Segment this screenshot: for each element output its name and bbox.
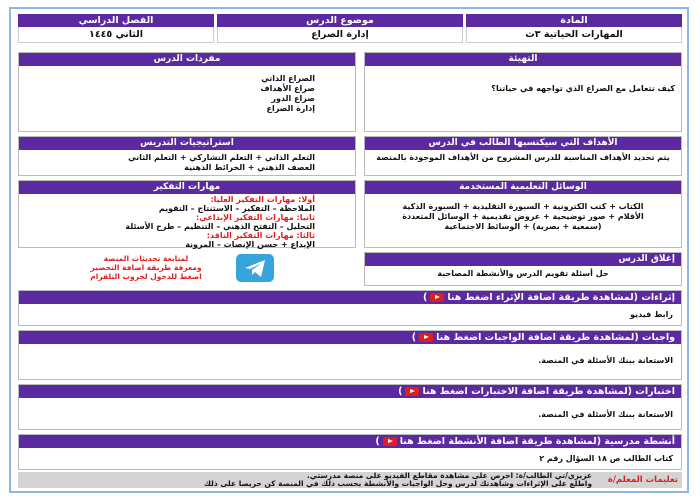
youtube-icon[interactable] xyxy=(419,333,433,342)
vocab-title: مفردات الدرس xyxy=(19,53,355,66)
thinking-heading: ثالثا: مهارات التفكير الناقد: xyxy=(206,231,315,240)
enrichment-text: رابط فيديو xyxy=(630,310,673,319)
aids-box xyxy=(364,180,682,248)
aids-line: الأقلام + صور توضيحية + عروض تقديمية + الوسائل المتعددة xyxy=(402,212,644,221)
aids-title: الوسائل التعليمية المستخدمة xyxy=(365,181,681,194)
strategies-title: استراتيجيات التدريس xyxy=(19,137,355,150)
thinking-line: التحليل – التفتح الذهني – التنظيم – طرح الأسئلة xyxy=(125,222,315,231)
instructions-line: عزيزي/تي الطالب/ة: احرص على مشاهدة مقاطع الفيديو على منصة مدرستي. xyxy=(306,471,592,480)
aids-text xyxy=(365,194,681,235)
thinking-box xyxy=(18,180,356,248)
closing-text: حل أسئلة تقويم الدرس والأنشطة المصاحبة xyxy=(437,269,609,278)
objectives-title: الأهداف التي سيكتسبها الطالب في الدرس xyxy=(365,137,681,150)
term-cell xyxy=(18,14,214,44)
telegram-promo[interactable] xyxy=(18,252,356,286)
tests-section xyxy=(18,384,682,430)
subject-cell xyxy=(466,14,682,44)
closing-box xyxy=(364,252,682,286)
thinking-line: الملاحظة – التفكير – الاستنتاج – التقويم xyxy=(158,204,315,213)
intro-box xyxy=(364,52,682,132)
topic-label: موضوع الدرس xyxy=(217,14,463,27)
telegram-line: لمتابعة تحديثات المنصة xyxy=(103,254,189,263)
term-label: الفصل الدراسي xyxy=(18,14,214,27)
instructions-text xyxy=(204,472,592,488)
objectives-box xyxy=(364,136,682,176)
aids-line: (سمعية + بصرية) + الوسائط الاجتماعية xyxy=(444,222,602,231)
youtube-icon[interactable] xyxy=(383,437,397,446)
topic-cell xyxy=(217,14,463,44)
activities-title: أنشطة مدرسية xyxy=(604,436,675,447)
tests-title: اختبارات xyxy=(635,386,675,397)
vocab-box xyxy=(18,52,356,132)
thinking-title: مهارات التفكير xyxy=(19,181,355,194)
activities-header xyxy=(19,435,681,448)
subject-value: المهارات الحياتية ٣ث xyxy=(466,27,682,43)
subject-label: المادة xyxy=(466,14,682,27)
strategies-line: التعلم الذاتي + التعلم التشاركي + التعلم الثاني xyxy=(128,153,315,162)
enrichment-link[interactable]: (لمشاهدة طريقة اضافة الإثراء اضغط هنا) xyxy=(423,292,639,303)
homework-title: واجبات xyxy=(642,332,675,343)
intro-title: التهيئة xyxy=(365,53,681,66)
tests-text: الاستعانة ببنك الأسئلة في المنصة. xyxy=(538,410,673,419)
topic-value: إدارة الصراع xyxy=(217,27,463,43)
youtube-icon[interactable] xyxy=(405,387,419,396)
objectives-text: يتم تحديد الأهداف المناسبة للدرس المشروح من الأهداف الموجودة بالمنصة xyxy=(376,153,670,162)
enrichment-title: إثراءات xyxy=(641,292,675,303)
enrichment-header xyxy=(19,291,681,304)
term-value: الثاني ١٤٤٥ xyxy=(18,27,214,43)
homework-header xyxy=(19,331,681,344)
telegram-line: اضغط للدخول لجروب التلقرام xyxy=(90,272,202,281)
closing-title: إغلاق الدرس xyxy=(365,253,681,266)
lesson-plan xyxy=(18,14,682,488)
telegram-icon[interactable] xyxy=(236,254,274,282)
homework-section xyxy=(18,330,682,380)
strategies-line: العصف الذهني + الخرائط الذهنية xyxy=(184,163,315,172)
vocab-item: الصراع الذاتي xyxy=(261,74,315,83)
youtube-icon[interactable] xyxy=(430,293,444,302)
teacher-instructions xyxy=(18,472,682,488)
intro-text: كيف تتعامل مع الصراع الذي تواجهه في حياتنا؟ xyxy=(491,84,675,93)
homework-text: الاستعانة ببنك الأسئلة في المنصة. xyxy=(538,356,673,365)
tests-link[interactable]: (لمشاهدة طريقة اضافة الاختبارات اضغط هنا) xyxy=(398,386,632,397)
vocab-item: صراع الأهداف xyxy=(260,84,315,93)
instructions-line: واطلع على الإثراءات وشاهدتك لدرس وحل الواجبات والأنشطة بحسب ذلك في المنصة كن حريصا على ذلك xyxy=(204,479,592,488)
vocab-item: صراع الدور xyxy=(271,94,315,103)
strategies-box xyxy=(18,136,356,176)
activities-section xyxy=(18,434,682,470)
telegram-line: ومعرفة طريقة اضافة التحضير xyxy=(90,263,202,272)
activities-text: كتاب الطالب ص ١٨ السؤال رقم ٢ xyxy=(539,454,673,463)
activities-link[interactable]: (لمشاهدة طريقة اضافة الأنشطة اضغط هنا) xyxy=(375,436,602,447)
tests-header xyxy=(19,385,681,398)
enrichment-section xyxy=(18,290,682,326)
telegram-text[interactable] xyxy=(76,254,216,281)
thinking-text xyxy=(19,194,355,252)
vocab-list xyxy=(19,66,355,117)
strategies-text xyxy=(19,150,355,176)
thinking-line: الإبداع + حسن الإنصات – المرونة xyxy=(185,240,315,249)
instructions-label: تعليمات المعلم/ة xyxy=(607,475,678,485)
vocab-item: إدارة الصراع xyxy=(266,104,315,113)
homework-link[interactable]: (لمشاهدة طريقة اضافة الواجبات اضغط هنا) xyxy=(411,332,639,343)
thinking-heading: أولا: مهارات التفكير العليا: xyxy=(210,195,315,204)
aids-line: الكتاب + كتب الكترونية + السبورة التقليدية + السبورة الذكية xyxy=(402,202,644,211)
thinking-heading: ثانيا: مهارات التفكير الإبداعي: xyxy=(196,213,315,222)
